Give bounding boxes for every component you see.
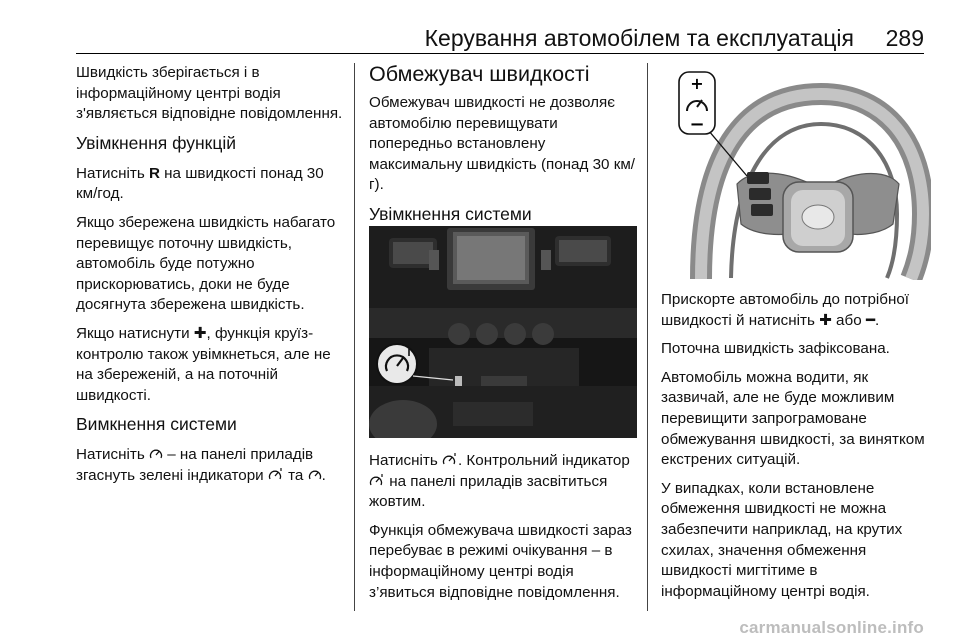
paragraph: Натисніть – на панелі приладів згаснуть зелені індикатори та .	[76, 446, 326, 484]
speed-limiter-icon	[369, 473, 385, 488]
column-right	[661, 290, 931, 610]
steering-wheel-illustration	[661, 64, 931, 280]
page-number: 289	[885, 25, 924, 51]
column-middle	[369, 63, 637, 235]
page-header	[76, 24, 924, 54]
minus-icon: ━	[865, 311, 876, 329]
paragraph: Автомобіль можна водити, як зазвичай, але не буде можливим перевищити запрограмоване обмежування швидкості, за винятком екстрених ситуацій.	[661, 368, 925, 469]
plus-label: +	[690, 74, 704, 93]
header-title: Керування автомобілем та експлуатація	[424, 25, 854, 51]
section-title-speed-limiter: Обмежувач швидкості	[369, 62, 590, 86]
paragraph: Обмежувач швидкості не дозволяє автомобілю перевищувати попередньо встановлену максимальну швидкість (понад 30 км/г).	[369, 94, 636, 194]
section-heading-disable-system: Вимкнення системи	[76, 414, 237, 435]
paragraph: Швидкість зберігається і в інформаційному центрі водія з'являється відповідне повідомлення.	[76, 64, 343, 123]
paragraph: Якщо збережена швидкість набагато перевищує поточну швидкість, автомобіль буде потужно прискорюватись, доки не буде досягнута збережена швидкість.	[76, 213, 336, 314]
resume-button-symbol: R	[148, 164, 160, 182]
plus-icon: ✚	[193, 324, 207, 342]
column-left	[76, 63, 344, 495]
speed-limiter-icon	[268, 467, 284, 482]
plus-icon: ✚	[819, 311, 832, 329]
paragraph: Натисніть R на швидкості понад 30 км/год.	[76, 164, 324, 203]
paragraph: Поточна швидкість зафіксована.	[661, 340, 890, 358]
paragraph: Якщо натиснути ✚, функція круїз-контролю також увімкнеться, але не на збереженій, а на поточній швидкості.	[76, 324, 331, 404]
paragraph: Натисніть . Контрольний індикатор на панелі приладів засвітиться жовтим.	[369, 452, 630, 511]
cruise-control-icon	[149, 447, 163, 461]
column-divider	[647, 63, 648, 611]
speed-limiter-icon	[442, 452, 458, 467]
paragraph: Функція обмежувача швидкості зараз перебуває в режимі очікування – в інформаційному центрі водія з’явиться відповідне повідомлення.	[369, 521, 632, 601]
paragraph: Прискорте автомобіль до потрібної швидкості й натисніть ✚ або ━.	[661, 291, 910, 329]
column-divider	[354, 63, 355, 611]
section-heading-enable-functions: Увімкнення функцій	[76, 132, 237, 153]
paragraph: У випадках, коли встановлене обмеження швидкості не можна забезпечити наприклад, на крутих схилах, значення обмеження швидкості мигтітиме в інформаційному центрі водія.	[661, 479, 903, 600]
minus-label: −	[689, 114, 705, 135]
section-heading-enable-system: Увімкнення системи	[369, 203, 532, 224]
cruise-control-icon	[308, 468, 322, 482]
column-middle-lower	[369, 451, 637, 611]
watermark: carmanualsonline.info	[739, 618, 924, 637]
dashboard-illustration	[369, 226, 637, 438]
